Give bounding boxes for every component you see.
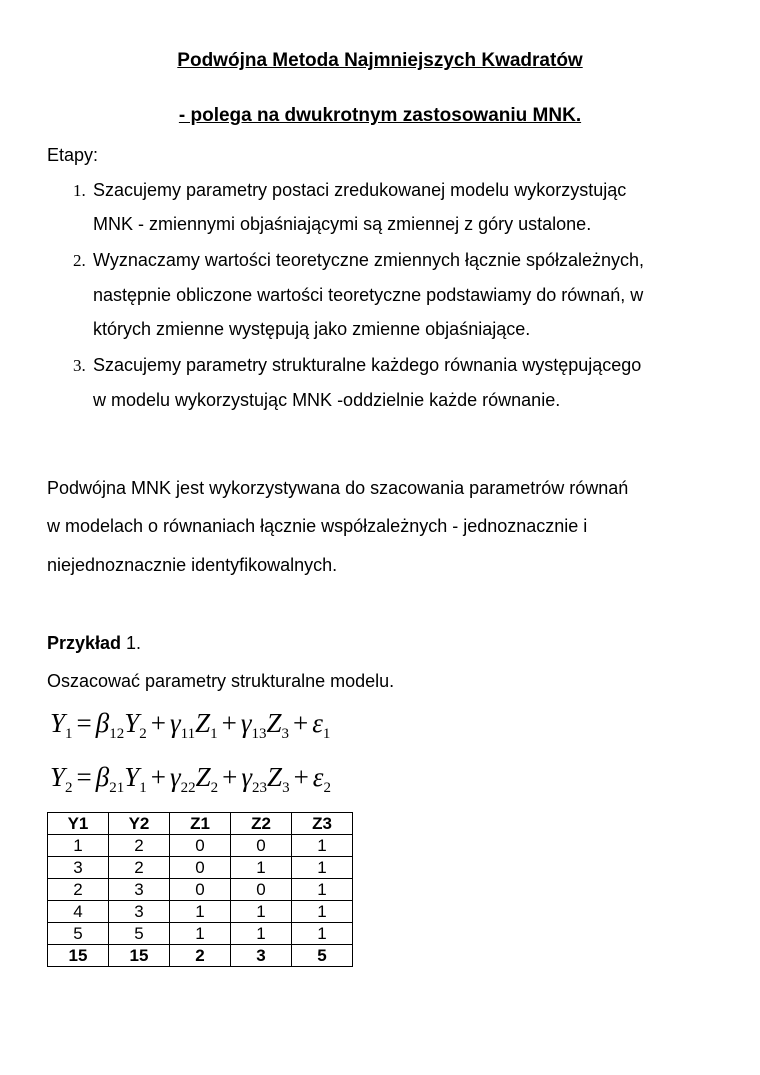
table-totals-row bbox=[48, 945, 353, 967]
stage-line: w modelu wykorzystując MNK -oddzielnie każde równanie. bbox=[93, 390, 561, 410]
stage-line: których zmienne występują jako zmienne objaśniające. bbox=[93, 319, 531, 339]
stage-line: Szacujemy parametry postaci zredukowanej modelu wykorzystując bbox=[93, 180, 627, 200]
table-row bbox=[48, 923, 353, 945]
table-cell: 5 bbox=[48, 923, 109, 945]
table-cell: 2 bbox=[109, 857, 170, 879]
table-cell: 1 bbox=[48, 835, 109, 857]
table-header-row bbox=[48, 813, 353, 835]
paragraph-line: Podwójna MNK jest wykorzystywana do szacowania parametrów równań bbox=[47, 478, 629, 498]
table-total-cell: 2 bbox=[170, 945, 231, 967]
table-header-cell: Z3 bbox=[292, 813, 353, 835]
stage-number: 2. bbox=[73, 251, 86, 270]
table-row bbox=[48, 901, 353, 923]
table-cell: 3 bbox=[109, 901, 170, 923]
table-cell: 1 bbox=[292, 857, 353, 879]
table-cell: 1 bbox=[292, 879, 353, 901]
stage-line: następnie obliczone wartości teoretyczne podstawiamy do równań, w bbox=[93, 285, 644, 305]
table-total-cell: 15 bbox=[109, 945, 170, 967]
table-cell: 5 bbox=[109, 923, 170, 945]
equation-2: $Y_2 = \beta_{21}Y_1 + \gamma_{22}Z_2 + \gamma_{23}Z_3 + \varepsilon_2$ bbox=[50, 762, 331, 796]
table-cell: 2 bbox=[109, 835, 170, 857]
table-cell: 0 bbox=[231, 835, 292, 857]
table-cell: 1 bbox=[292, 923, 353, 945]
table-header-cell: Z1 bbox=[170, 813, 231, 835]
table-row bbox=[48, 835, 353, 857]
table-cell: 3 bbox=[48, 857, 109, 879]
table-header-cell: Z2 bbox=[231, 813, 292, 835]
data-table bbox=[47, 812, 353, 967]
table-cell: 2 bbox=[48, 879, 109, 901]
title-line-1: Podwójna Metoda Najmniejszych Kwadratów bbox=[177, 50, 583, 71]
paragraph-line: w modelach o równaniach łącznie współzależnych - jednoznacznie i bbox=[47, 516, 588, 536]
stage-number: 1. bbox=[73, 181, 86, 200]
table-header-cell: Y1 bbox=[48, 813, 109, 835]
table-cell: 1 bbox=[231, 857, 292, 879]
table-cell: 1 bbox=[231, 901, 292, 923]
table-header-cell: Y2 bbox=[109, 813, 170, 835]
task-text: Oszacować parametry strukturalne modelu. bbox=[47, 671, 395, 691]
table-total-cell: 5 bbox=[292, 945, 353, 967]
table-row bbox=[48, 857, 353, 879]
table-cell: 0 bbox=[170, 857, 231, 879]
table-total-cell: 3 bbox=[231, 945, 292, 967]
paragraph-line: niejednoznacznie identyfikowalnych. bbox=[47, 555, 338, 575]
table-cell: 0 bbox=[170, 879, 231, 901]
stages-label: Etapy: bbox=[47, 145, 99, 165]
example-heading bbox=[47, 633, 141, 654]
title-line-2: - polega na dwukrotnym zastosowaniu MNK. bbox=[178, 105, 582, 126]
table-cell: 1 bbox=[292, 901, 353, 923]
table-total-cell: 15 bbox=[48, 945, 109, 967]
table-cell: 0 bbox=[170, 835, 231, 857]
stage-number: 3. bbox=[73, 356, 86, 375]
stage-line: MNK - zmiennymi objaśniającymi są zmiennej z góry ustalone. bbox=[93, 214, 592, 234]
table-cell: 1 bbox=[231, 923, 292, 945]
table-cell: 1 bbox=[170, 923, 231, 945]
table-cell: 1 bbox=[170, 901, 231, 923]
table-cell: 1 bbox=[292, 835, 353, 857]
stage-line: Wyznaczamy wartości teoretyczne zmiennych łącznie spółzależnych, bbox=[93, 250, 645, 270]
table-cell: 0 bbox=[231, 879, 292, 901]
table-cell: 4 bbox=[48, 901, 109, 923]
table-row bbox=[48, 879, 353, 901]
example-number: 1. bbox=[121, 633, 142, 653]
table-cell: 3 bbox=[109, 879, 170, 901]
example-label: Przykład bbox=[47, 633, 122, 653]
equation-1: $Y_1 = \beta_{12}Y_2 + \gamma_{11}Z_1 + \gamma_{13}Z_3 + \varepsilon_1$ bbox=[50, 708, 331, 742]
stage-line: Szacujemy parametry strukturalne każdego równania występującego bbox=[93, 355, 642, 375]
